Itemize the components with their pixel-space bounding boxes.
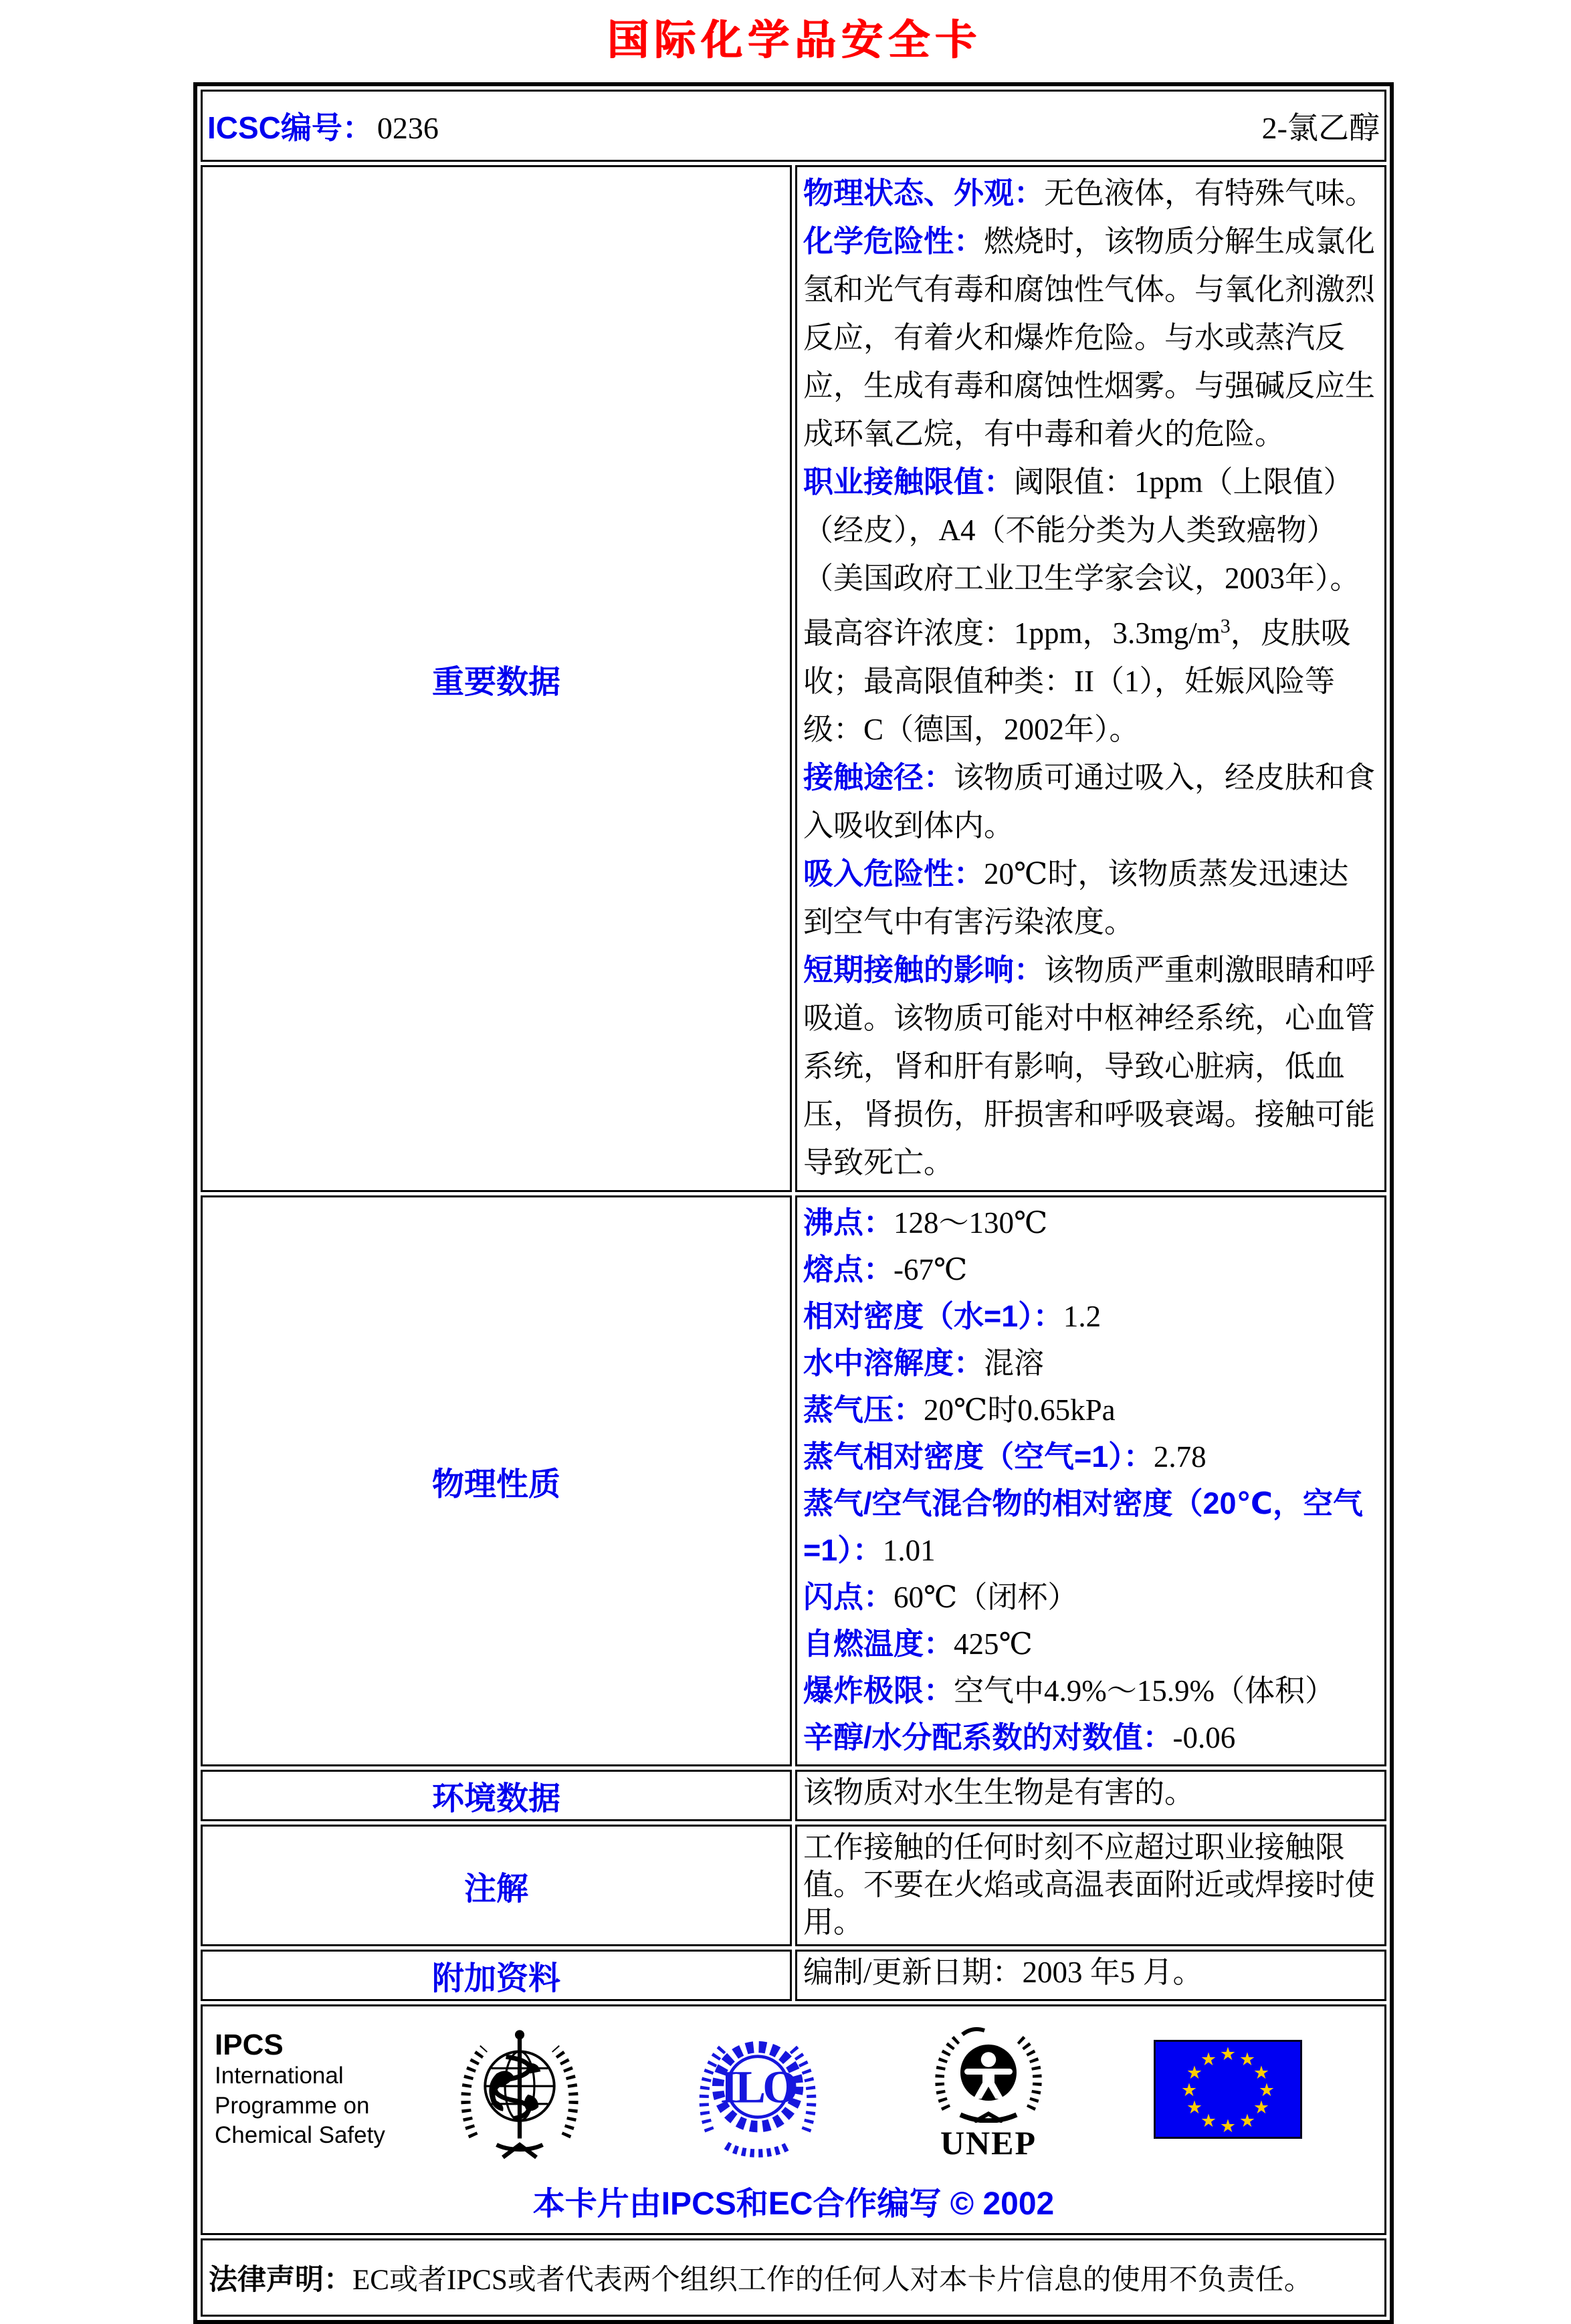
property-value: 1.2: [1063, 1300, 1102, 1333]
chemical-dangers-text: 燃烧时，该物质分解生成氯化氢和光气有毒和腐蚀性气体。与氧化剂激烈反应，有着火和爆炸危险。与水或蒸汽反应，生成有毒和腐蚀性烟雾。与强碱反应生成环氧乙烷，有中毒和着火的危险。: [803, 225, 1376, 451]
property-label: 闪点：: [803, 1580, 894, 1614]
logo-row: [209, 2029, 1378, 2163]
property-line-boiling-point: [803, 1199, 1378, 1246]
occupational-limits-text-post: ，皮肤吸收；最高限值种类：II（1），妊娠风险等级：C（德国，2002年）。: [803, 616, 1351, 746]
ipcs-block: [215, 2029, 415, 2151]
property-line-explosive-limits: [803, 1667, 1378, 1714]
inhalation-risk-label: 吸入危险性：: [803, 856, 984, 891]
icsc-number-label: ICSC编号：: [207, 110, 373, 145]
icsc-number-value: 0236: [377, 111, 439, 145]
property-label: 蒸气压：: [803, 1393, 924, 1427]
short-term-effects-paragraph: [803, 946, 1378, 1187]
ipcs-title: IPCS: [215, 2028, 284, 2061]
property-label: 自燃温度：: [803, 1627, 954, 1661]
superscript-3: 3: [1220, 615, 1231, 637]
important-data-row: [201, 165, 1386, 1192]
ilo-logo-icon: [695, 2021, 821, 2163]
property-line-flash-point: [803, 1574, 1378, 1621]
page: [0, 7, 1571, 2296]
property-line-melting-point: [803, 1246, 1378, 1293]
property-value: -0.06: [1172, 1721, 1236, 1754]
ilo-logo-text: ILO: [720, 2061, 796, 2113]
ipcs-line-3: Chemical Safety: [215, 2122, 385, 2149]
chemical-name: 2-氯乙醇: [1261, 111, 1380, 145]
legal-notice-label: 法律声明：: [209, 2264, 352, 2296]
additional-info-text: 编制/更新日期：2003 年5 月。: [803, 1956, 1203, 1989]
property-line-vapor-density: [803, 1433, 1378, 1480]
property-value: 128～130℃: [894, 1206, 1048, 1240]
unep-block: [925, 2022, 1052, 2160]
inhalation-risk-text: 20℃时，该物质蒸发迅速达到空气中有害污染浓度。: [803, 857, 1349, 939]
physical-state-text: 无色液体，有特殊气味。: [1044, 177, 1376, 210]
property-line-autoignition-temperature: [803, 1621, 1378, 1667]
environmental-data-row-label: 环境数据: [201, 1770, 792, 1821]
property-value: 20℃时0.65kPa: [924, 1393, 1116, 1427]
property-value: 425℃: [954, 1627, 1033, 1661]
physical-properties-row: [201, 1195, 1386, 1766]
property-label: 熔点：: [803, 1252, 894, 1286]
property-value: 2.78: [1153, 1440, 1207, 1474]
footer-caption: 本卡片由IPCS和EC合作编写 © 2002: [532, 2186, 1055, 2222]
card-header: [203, 92, 1384, 159]
chemical-dangers-label: 化学危险性：: [803, 224, 984, 258]
property-line-vapor-air-mixture-density: [803, 1480, 1378, 1574]
important-data-content: [798, 168, 1384, 1189]
header-row: [201, 90, 1386, 162]
exposure-routes-label: 接触途径：: [803, 760, 954, 794]
property-label: 蒸气相对密度（空气=1）：: [803, 1439, 1154, 1474]
exposure-routes-text: 该物质可通过吸入，经皮肤和食入吸收到体内。: [803, 761, 1376, 842]
additional-info-row-label: 附加资料: [201, 1950, 792, 2001]
occupational-limits-paragraph: [803, 458, 1378, 753]
property-label: 相对密度（水=1）：: [803, 1299, 1063, 1333]
inhalation-risk-paragraph: [803, 850, 1378, 946]
icsc-card-table: [193, 82, 1394, 2324]
physical-properties-row-label: 物理性质: [201, 1195, 792, 1766]
property-label: 辛醇/水分配系数的对数值：: [803, 1720, 1173, 1754]
icsc-number-group: [207, 104, 439, 148]
property-line-vapor-pressure: [803, 1387, 1378, 1433]
unep-logo-text: UNEP: [940, 2124, 1037, 2162]
exposure-routes-paragraph: [803, 753, 1378, 850]
chemical-dangers-paragraph: [803, 217, 1378, 458]
physical-state-label: 物理状态、外观：: [803, 176, 1045, 210]
property-line-relative-density: [803, 1293, 1378, 1340]
ipcs-line-2: Programme on: [215, 2092, 370, 2119]
property-line-octanol-water-partition: [803, 1714, 1378, 1761]
page-title: 国际化学品安全卡: [607, 17, 982, 64]
property-label: 爆炸极限：: [803, 1673, 954, 1708]
property-value: 60℃（闭杯）: [894, 1581, 1078, 1614]
property-label: 蒸气/空气混合物的相对密度（20℃，空气=1）：: [803, 1486, 1364, 1567]
short-term-effects-label: 短期接触的影响：: [803, 953, 1045, 987]
physical-properties-content: [798, 1198, 1384, 1764]
property-value: -67℃: [894, 1253, 968, 1286]
eu-flag-icon: ★ ★ ★ ★ ★ ★ ★ ★ ★ ★ ★ ★: [1154, 2040, 1302, 2139]
notes-row-label: 注解: [201, 1825, 792, 1946]
ipcs-line-1: International: [215, 2063, 344, 2089]
property-value: 1.01: [882, 1534, 936, 1567]
additional-info-row: [201, 1950, 1386, 2001]
notes-text: 工作接触的任何时刻不应超过职业接触限值。不要在火焰或高温表面附近或焊接时使用。: [803, 1831, 1376, 1939]
environmental-data-text: 该物质对水生生物是有害的。: [803, 1776, 1195, 1809]
who-logo-icon: [457, 2021, 583, 2162]
property-value: 空气中4.9%～15.9%（体积）: [954, 1674, 1335, 1708]
important-data-row-label: 重要数据: [201, 165, 792, 1192]
occupational-limits-text-pre: 阈限值：1ppm（上限值）（经皮），A4（不能分类为人类致癌物）（美国政府工业卫生学家会议，2003年）。最高容许浓度：1ppm，3.3mg/m: [803, 465, 1360, 650]
property-value: 混溶: [984, 1347, 1045, 1380]
occupational-limits-label: 职业接触限值：: [803, 465, 1015, 499]
legal-notice: [203, 2241, 1384, 2314]
notes-row: [201, 1825, 1386, 1946]
footer-row: [201, 2004, 1386, 2235]
legal-notice-text: EC或者IPCS或者代表两个组织工作的任何人对本卡片信息的使用不负责任。: [352, 2264, 1313, 2296]
property-label: 沸点：: [803, 1205, 894, 1240]
unep-logo-icon: [926, 2022, 1051, 2123]
physical-state-paragraph: [803, 169, 1378, 217]
environmental-data-row: [201, 1770, 1386, 1821]
property-label: 水中溶解度：: [803, 1346, 984, 1380]
legal-row: [201, 2238, 1386, 2317]
property-line-water-solubility: [803, 1340, 1378, 1387]
short-term-effects-text: 该物质严重刺激眼睛和呼吸道。该物质可能对中枢神经系统，心血管系统，肾和肝有影响，导致心脏病，低血压，肾损伤，肝损害和呼吸衰竭。接触可能导致死亡。: [803, 953, 1376, 1179]
